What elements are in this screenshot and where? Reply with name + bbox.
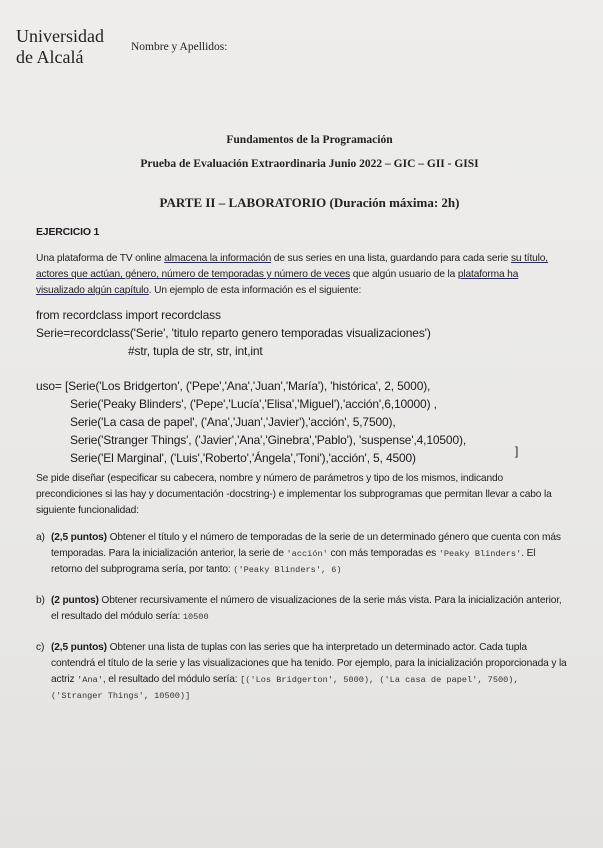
item-c-points: (2,5 puntos) <box>51 642 107 653</box>
item-c <box>36 640 568 701</box>
exam-title: Prueba de Evaluación Extraordinaria Junio 2022 – GIC – GII - GISI <box>140 158 479 170</box>
item-c-label: c) <box>36 642 45 653</box>
uso-line-2: Serie('Peaky Blinders', ('Pepe','Lucía','Elisa','Miguel'),'acción',6,10000) , <box>70 397 437 411</box>
exercise-heading: EJERCICIO 1 <box>36 226 100 238</box>
item-b-points: (2 puntos) <box>51 595 99 606</box>
item-b-body <box>51 593 568 625</box>
item-a-points: (2,5 puntos) <box>51 532 107 543</box>
item-a-label: a) <box>36 532 45 543</box>
code-serie-line: Serie=recordclass('Serie', 'titulo reparto genero temporadas visualizaciones') <box>36 326 431 340</box>
item-a-code-result: ('Peaky Blinders', 6) <box>233 565 342 575</box>
item-b-text: Obtener recursivamente el número de visualizaciones de la serie más vista. Para la inicialización anterior, el resultado del módulo sería: <box>51 595 562 622</box>
item-a-text2: con más temporadas es <box>327 548 439 559</box>
uso-line-5: Serie('El Marginal', ('Luis','Roberto','Ángela','Toni'),'acción', 5, 4500) <box>70 451 416 465</box>
item-c-body <box>51 640 568 704</box>
item-c-text2: , el resultado del módulo sería: <box>102 674 241 685</box>
course-title: Fundamentos de la Programación <box>226 134 393 146</box>
intro-text-a: Una plataforma de TV online <box>36 253 165 264</box>
university-logo <box>16 26 104 68</box>
part-title: PARTE II – LABORATORIO (Duración máxima: 2h) <box>159 195 460 210</box>
code-uso-list <box>36 377 576 467</box>
code-import-line: from recordclass import recordclass <box>36 308 221 322</box>
name-field-label: Nombre y Apellidos: <box>131 41 228 53</box>
item-a-code-genre: 'acción' <box>286 549 328 559</box>
item-c-text: Obtener una lista de tuplas con las series que ha interpretado un determinado actor. Cada tupla contendrá el título de la serie y las visualizaciones que ha tenido. Por ejemplo, para la inicialización proporcionada y la actriz <box>51 642 567 685</box>
university-name-line2: de Alcalá <box>16 47 84 67</box>
intro-underline-2: su título, actores que actúan, género, número de temporadas y número de veces <box>36 253 548 280</box>
item-b-label: b) <box>36 595 45 606</box>
uso-line-4: Serie('Stranger Things', ('Javier','Ana','Ginebra','Pablo'), 'suspense',4,10500), <box>70 433 466 447</box>
item-a-text: Obtener el título y el número de temporadas de la serie de un determinado género que cuenta con más temporadas. Para la inicialización anterior, la serie de <box>51 532 561 559</box>
university-name-line1: Universidad <box>16 26 104 46</box>
item-b <box>36 593 568 622</box>
item-a <box>36 530 568 575</box>
code-definition <box>36 306 576 360</box>
intro-underline-1: almacena la información <box>164 253 272 264</box>
exercise-request: Se pide diseñar (especificar su cabecera, nombre y número de parámetros y tipo de los mismos, indicando precondiciones si las hay y documentación -docstring-) e implementar los subprogramas que permitan llevar a cabo la siguiente funcionalidad: <box>36 473 552 516</box>
uso-closing-bracket: ] <box>515 444 519 458</box>
intro-text-c: que algún usuario de la <box>350 269 458 280</box>
uso-line-3: Serie('La casa de papel', ('Ana','Juan','Javier'),'acción', 5,7500), <box>70 415 396 429</box>
item-b-code-result: 10500 <box>182 612 209 622</box>
exercise-intro <box>36 251 566 299</box>
intro-text-b: de sus series en una lista, guardando para cada serie <box>271 253 511 264</box>
item-c-code-result: [('Los Bridgerton', 5000), ('La casa de papel', 7500), ('Stranger Things', 10500)] <box>51 675 519 701</box>
intro-text-d: . Un ejemplo de esta información es el siguiente: <box>148 285 362 296</box>
intro-underline-3: plataforma ha visualizado algún capítulo <box>36 269 519 296</box>
code-comment-line: #str, tupla de str, str, int,int <box>128 344 263 358</box>
item-c-code-actor: 'Ana' <box>77 675 103 685</box>
uso-line-1: uso= [Serie('Los Bridgerton', ('Pepe','Ana','Juan','María'), 'histórica', 2, 5000), <box>36 379 431 393</box>
item-a-text3: . El retorno del subprograma sería, por tanto: <box>51 548 536 575</box>
item-a-body <box>51 530 568 578</box>
item-a-code-title: 'Peaky Blinders' <box>438 549 522 559</box>
